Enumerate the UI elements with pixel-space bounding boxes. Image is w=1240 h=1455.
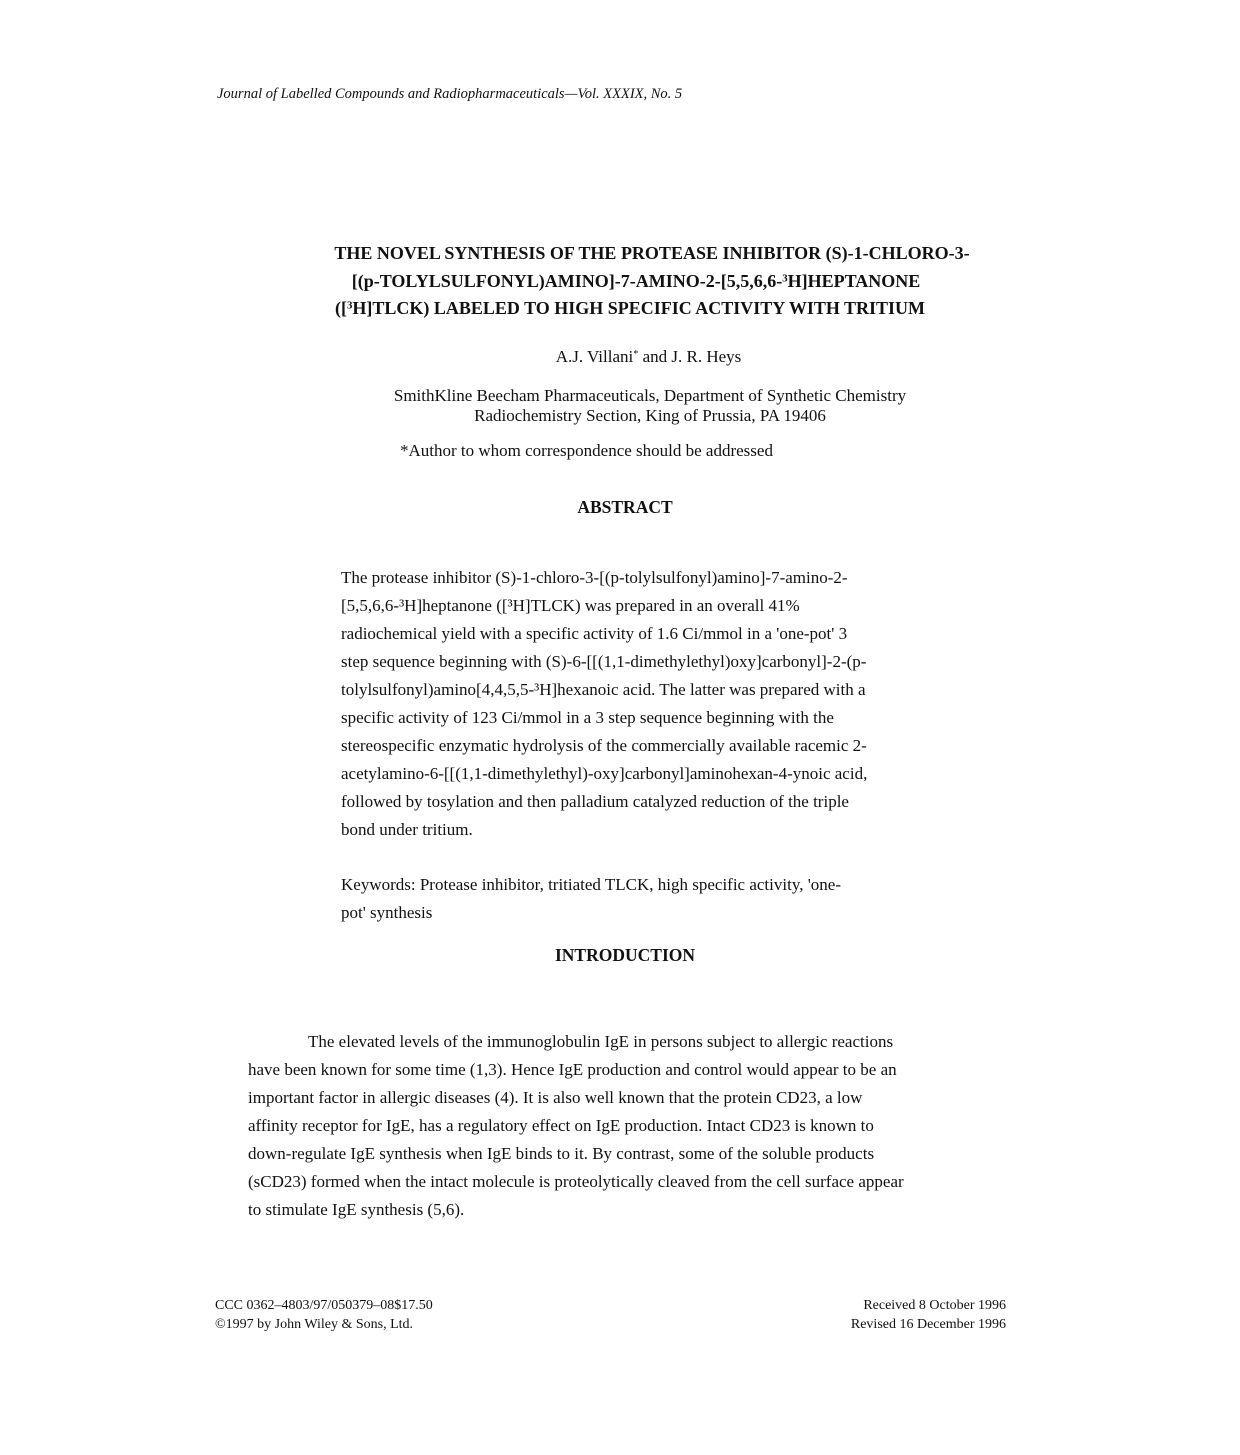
title-line-1: THE NOVEL SYNTHESIS OF THE PROTEASE INHIBITOR (S)-1-CHLORO-3- [334, 243, 970, 263]
abstract-line: The protease inhibitor (S)-1-chloro-3-[(p-tolylsulfonyl)amino]-7-amino-2- [341, 568, 848, 587]
abstract-body [341, 564, 941, 844]
title-line-3-text-end: H]TLCK) LABELED TO HIGH SPECIFIC ACTIVITY WITH TRITIUM [352, 298, 926, 318]
footer-copyright [215, 1296, 433, 1334]
keywords [341, 871, 941, 927]
abstract-line: specific activity of 123 Ci/mmol in a 3 step sequence beginning with the [341, 708, 834, 727]
footer-dates [851, 1296, 1006, 1334]
superscript: 3 [346, 299, 353, 312]
abstract-line: acetylamino-6-[[(1,1-dimethylethyl)-oxy]carbonyl]aminohexan-4-ynoic acid, [341, 764, 868, 783]
affiliation [300, 386, 1000, 426]
abstract-line: radiochemical yield with a specific activity of 1.6 Ci/mmol in a 'one-pot' 3 [341, 624, 848, 643]
superscript: 3 [782, 272, 788, 285]
author-name: A.J. Villani [555, 347, 634, 366]
abstract-line: bond under tritium. [341, 820, 473, 839]
footer-copyright-line: ©1997 by John Wiley & Sons, Ltd. [215, 1317, 414, 1332]
title-line-2-text-end: H]HEPTANONE [787, 270, 921, 291]
title-line-2-text: [(p-TOLYLSULFONYL)AMINO]-7-AMINO-2-[5,5,6,6- [351, 270, 783, 291]
affiliation-line-1: SmithKline Beecham Pharmaceuticals, Department of Synthetic Chemistry [393, 386, 907, 405]
abstract-heading: ABSTRACT [577, 497, 673, 517]
corresponding-author-mark: * [633, 348, 639, 360]
introduction-line: (sCD23) formed when the intact molecule is proteolytically cleaved from the cell surface appear [248, 1172, 904, 1191]
introduction-line: important factor in allergic diseases (4). It is also well known that the protein CD23, a low [248, 1088, 863, 1107]
introduction-line: down-regulate IgE synthesis when IgE binds to it. By contrast, some of the soluble products [248, 1144, 875, 1163]
revised-date: Revised 16 December 1996 [850, 1317, 1006, 1332]
introduction-line: affinity receptor for IgE, has a regulatory effect on IgE production. Intact CD23 is known to [248, 1116, 874, 1135]
correspondence-note: *Author to whom correspondence should be addressed [400, 441, 773, 460]
abstract-line: stereospecific enzymatic hydrolysis of the commercially available racemic 2- [341, 736, 867, 755]
abstract-line: tolylsulfonyl)amino[4,4,5,5-³H]hexanoic acid. The latter was prepared with a [341, 680, 866, 699]
introduction-heading: INTRODUCTION [554, 945, 696, 965]
abstract-line: step sequence beginning with (S)-6-[[(1,1-dimethylethyl)oxy]carbonyl]-2-(p- [341, 652, 867, 671]
keywords-line: Keywords: Protease inhibitor, tritiated TLCK, high specific activity, 'one- [341, 875, 841, 894]
introduction-line: to stimulate IgE synthesis (5,6). [248, 1200, 465, 1219]
article-title [240, 240, 1020, 323]
affiliation-line-2: Radiochemistry Section, King of Prussia, PA 19406 [474, 406, 826, 425]
keywords-line: pot' synthesis [341, 903, 433, 922]
authors [0, 347, 1240, 367]
footer-ccc-code: CCC 0362–4803/97/050379–08$17.50 [215, 1298, 433, 1313]
received-date: Received 8 October 1996 [863, 1298, 1006, 1313]
abstract-line: followed by tosylation and then palladium catalyzed reduction of the triple [341, 792, 849, 811]
abstract-line: [5,5,6,6-³H]heptanone ([³H]TLCK) was prepared in an overall 41% [341, 596, 800, 615]
title-line-3 [240, 295, 1020, 323]
introduction-body [248, 1028, 1008, 1224]
introduction-line: The elevated levels of the immunoglobulin IgE in persons subject to allergic reactions [308, 1032, 894, 1051]
title-line-2 [240, 268, 1020, 296]
introduction-line: have been known for some time (1,3). Hence IgE production and control would appear to be an [248, 1060, 897, 1079]
title-line-3-text: ([ [334, 298, 347, 318]
running-header: Journal of Labelled Compounds and Radiopharmaceuticals—Vol. XXXIX, No. 5 [217, 86, 683, 102]
author-name: and J. R. Heys [638, 347, 742, 366]
